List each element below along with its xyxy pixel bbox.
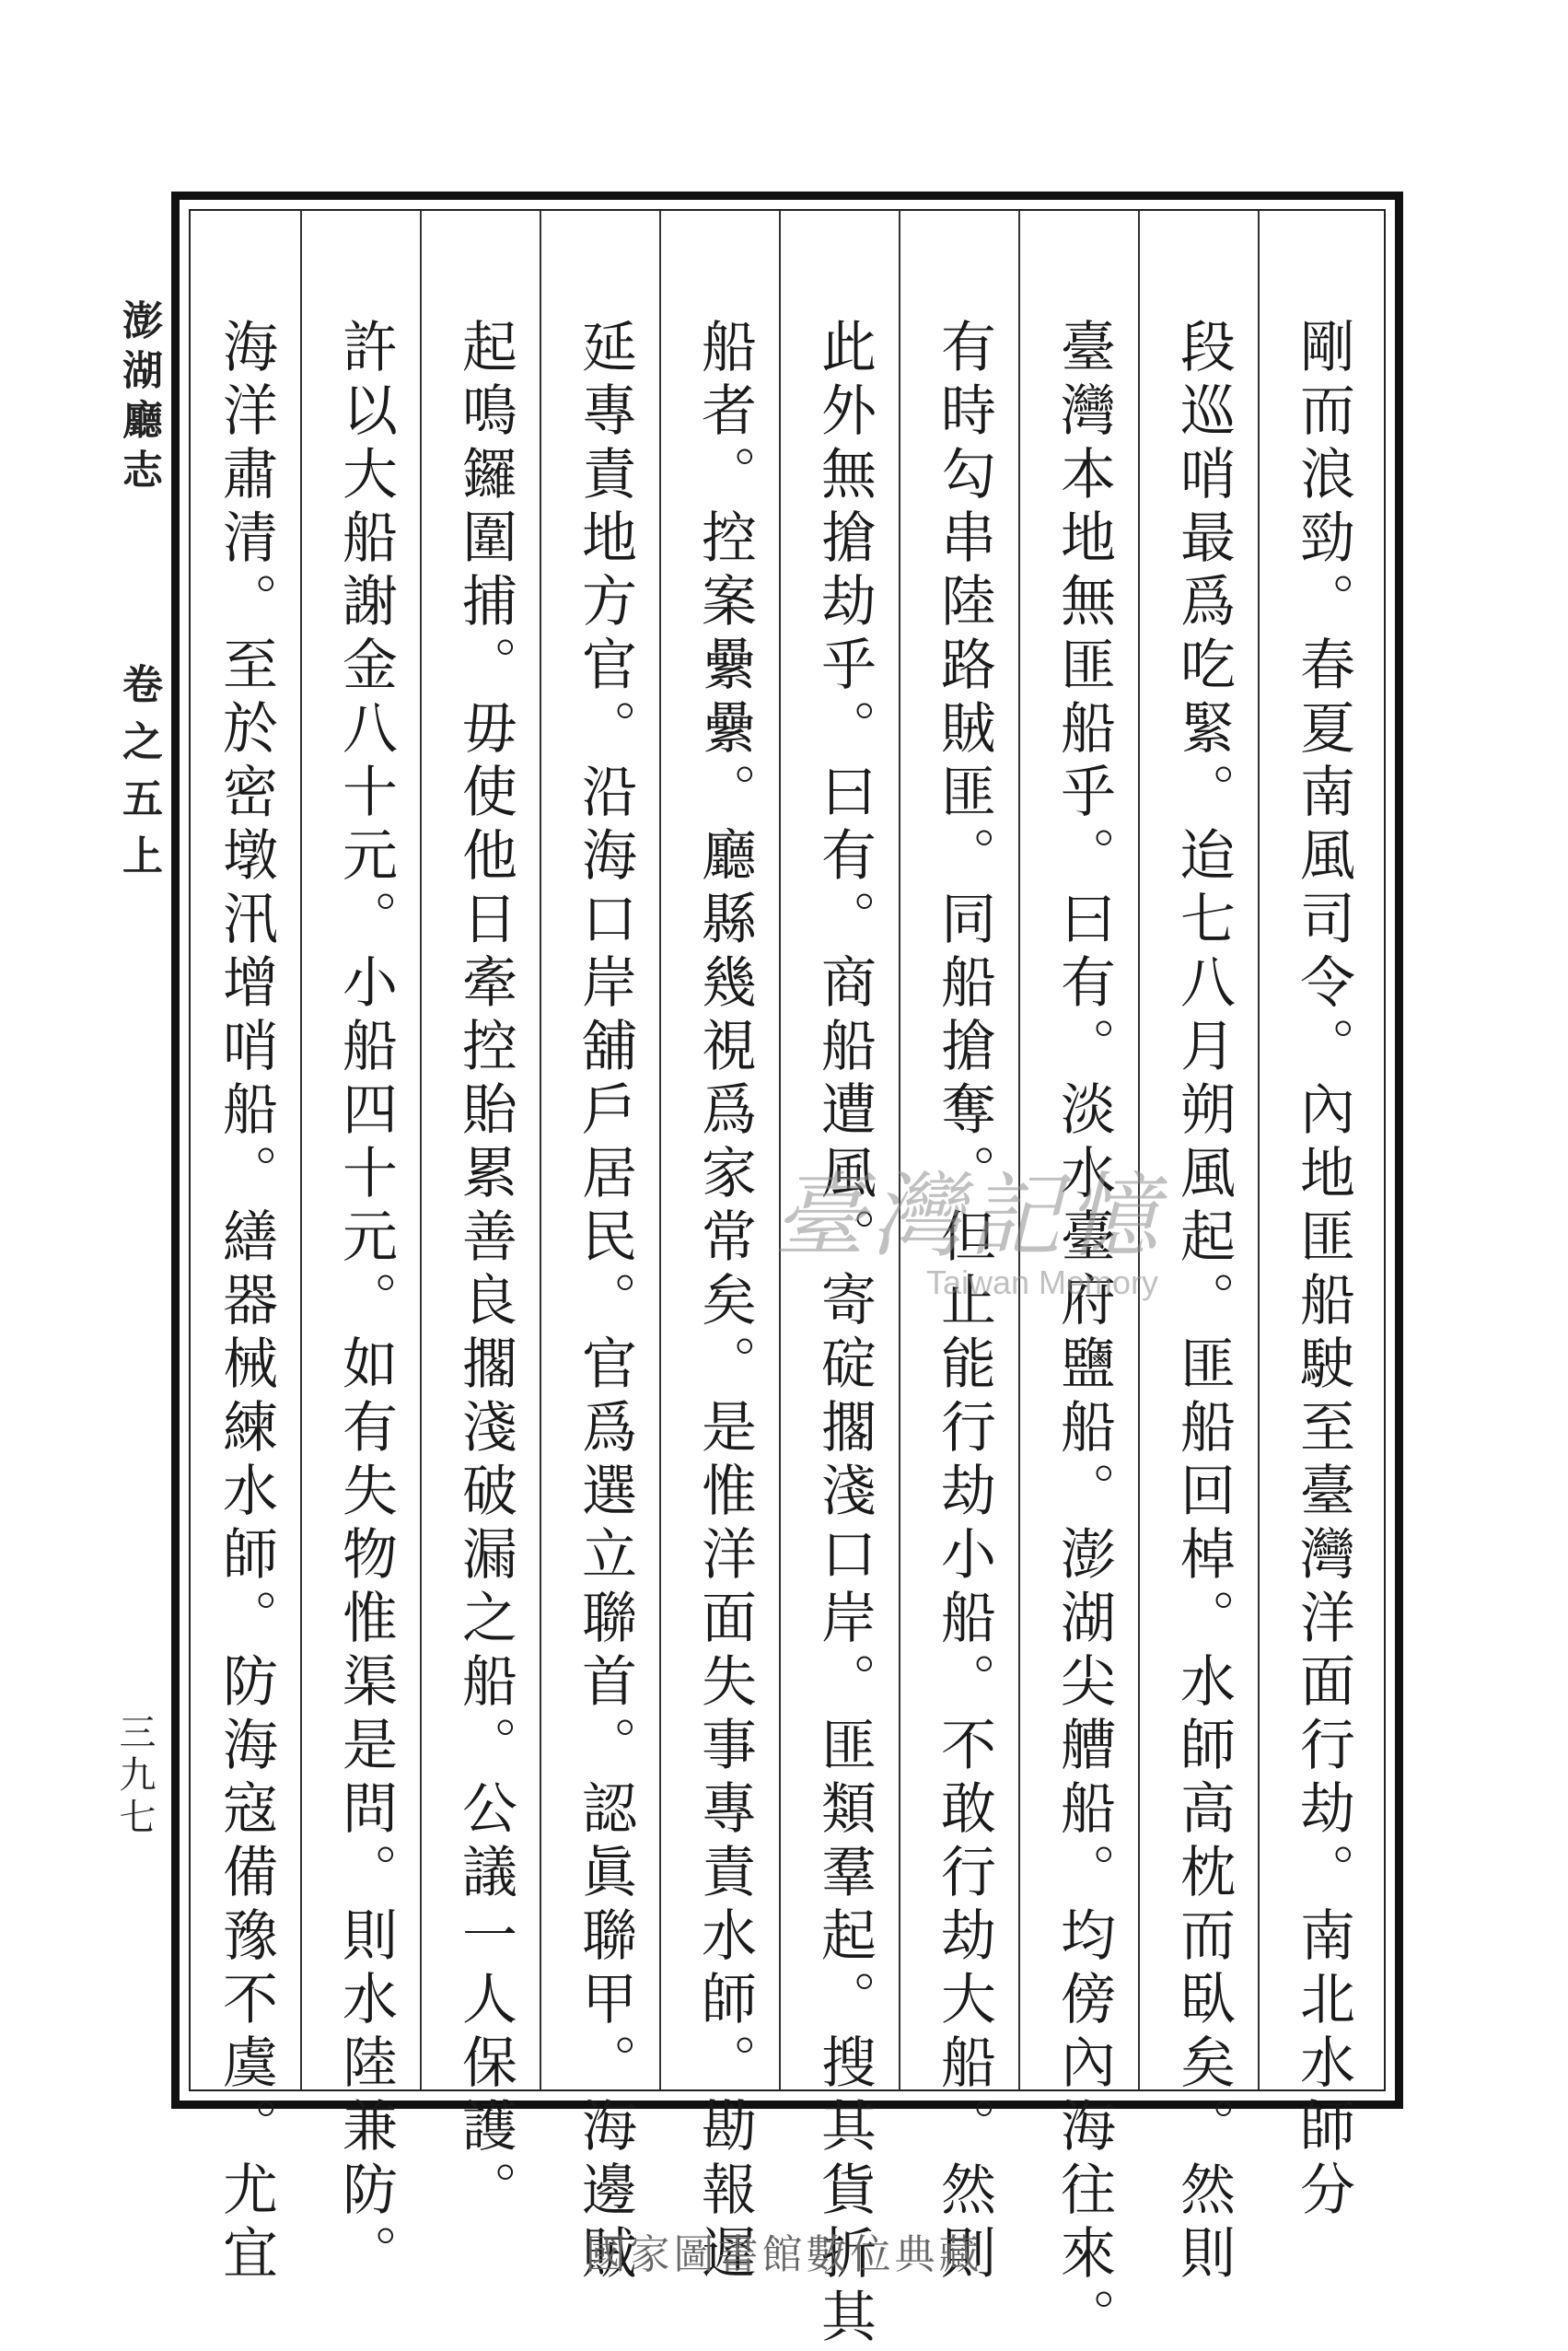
column-divider: [1258, 211, 1260, 2089]
column-divider: [540, 211, 541, 2089]
text-column-4: 有時勾串陸路賊匪。同船搶奪。但止能行劫小船。不敢行劫大船。然則: [932, 318, 996, 2287]
text-column-1: 剛而浪勁。春夏南風司令。內地匪船駛至臺灣洋面行劫。南北水師分: [1291, 318, 1355, 2224]
text-column-7: 延專責地方官。沿海口岸舖戶居民。官爲選立聯首。認眞聯甲。海邊賊: [573, 318, 637, 2287]
watermark-logo: [773, 1142, 1164, 1302]
text-column-10: 海洋肅清。至於密墩汛增哨船。繕器械練水師。防海寇備豫不虞。尤宜: [214, 318, 278, 2287]
text-column-2: 段巡哨最爲吃緊。迨七八月朔風起。匪船回棹。水師高枕而臥矣。然則: [1171, 318, 1236, 2287]
footer-credit: 國家圖書館數位典藏: [585, 2231, 983, 2278]
column-divider: [300, 211, 302, 2089]
text-column-3: 臺灣本地無匪船乎。曰有。淡水臺府鹽船。澎湖尖艚船。均傍內海往來。: [1051, 318, 1116, 2351]
text-column-8: 起鳴鑼圍捕。毋使他日牽控貽累善良擱淺破漏之船。公議一人保護。: [453, 318, 517, 2224]
book-title: 澎湖廳志: [115, 299, 162, 498]
column-divider: [659, 211, 661, 2089]
watermark-chinese: 臺灣記憶: [773, 1162, 1164, 1270]
text-column-6: 船者。控案纍纍。廳縣幾視爲家常矣。是惟洋面失事專責水師。勘報遲: [692, 318, 757, 2287]
column-divider: [420, 211, 422, 2089]
text-column-5: 此外無搶劫乎。曰有。商船遭風。寄碇擱淺口岸。匪類羣起。搜其貨折其: [812, 318, 877, 2351]
watermark-english: Taiwan Memory: [925, 1263, 1159, 1301]
volume-label: 卷之五上: [115, 663, 162, 891]
text-column-9: 許以大船謝金八十元。小船四十元。如有失物惟渠是問。則水陸兼防。: [333, 318, 398, 2287]
page-number: 三九七: [113, 1713, 156, 1840]
